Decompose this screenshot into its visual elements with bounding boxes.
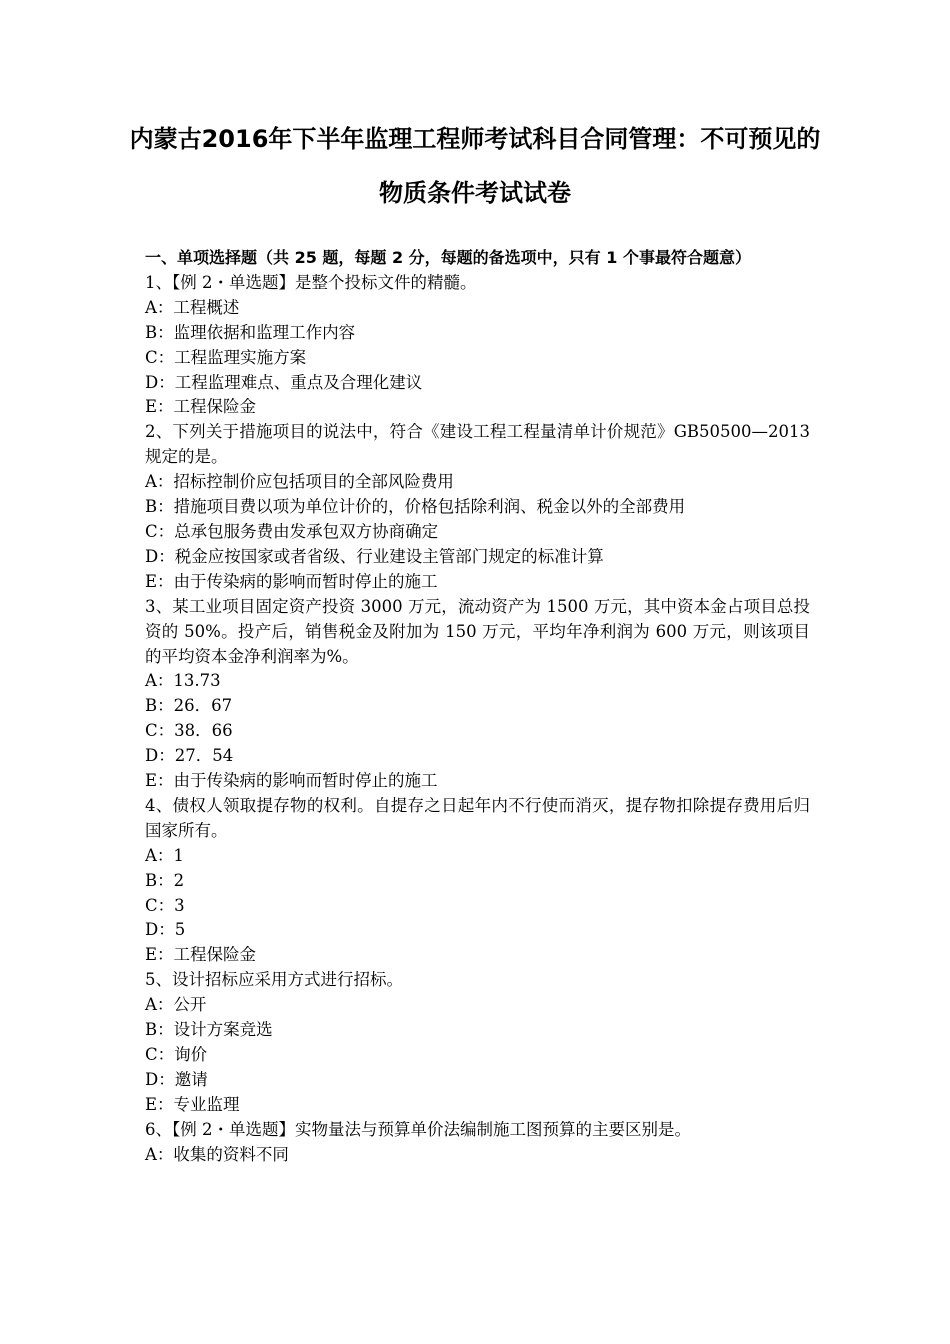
option-d: D：邀请 xyxy=(145,1069,208,1089)
option-d: D：税金应按国家或者省级、行业建设主管部门规定的标准计算 xyxy=(145,546,604,566)
question-stem: 2、下列关于措施项目的说法中，符合《建设工程工程量清单计价规范》GB50500—2013 规定的是。 xyxy=(145,422,810,467)
question-3 xyxy=(145,595,810,794)
question-5 xyxy=(145,968,810,1117)
question-stem: 5、设计招标应采用方式进行招标。 xyxy=(145,970,403,990)
option-b: B：设计方案竞选 xyxy=(145,1020,273,1040)
document-title: 内蒙古2016年下半年监理工程师考试科目合同管理：不可预见的物质条件考试试卷 xyxy=(129,125,821,207)
option-e: E：工程保险金 xyxy=(145,945,257,965)
option-e: E：专业监理 xyxy=(145,1094,240,1114)
question-stem: 1、【例 2・单选题】是整个投标文件的精髓。 xyxy=(145,272,477,292)
option-b: B：2 xyxy=(145,870,185,890)
option-e: E：工程保险金 xyxy=(145,397,257,417)
option-d: D：5 xyxy=(145,920,186,940)
document-body xyxy=(145,246,810,1168)
option-c: C：工程监理实施方案 xyxy=(145,347,307,367)
question-4 xyxy=(145,794,810,968)
option-c: C：38．66 xyxy=(145,721,233,741)
option-c: C：询价 xyxy=(145,1045,208,1064)
option-e: E：由于传染病的影响而暂时停止的施工 xyxy=(145,571,438,591)
option-b: B：措施项目费以项为单位计价的，价格包括除利润、税金以外的全部费用 xyxy=(145,497,686,517)
option-a: A：公开 xyxy=(145,995,207,1015)
question-stem: 6、【例 2・单选题】实物量法与预算单价法编制施工图预算的主要区别是。 xyxy=(145,1119,691,1139)
option-b: B：26．67 xyxy=(145,696,233,716)
option-b: B：监理依据和监理工作内容 xyxy=(145,322,356,342)
option-d: D：27．54 xyxy=(145,746,234,766)
option-a: A：工程概述 xyxy=(145,297,240,317)
question-2 xyxy=(145,420,810,594)
option-a: A：1 xyxy=(145,845,184,865)
option-a: A：招标控制价应包括项目的全部风险费用 xyxy=(145,472,454,492)
question-1 xyxy=(145,271,810,420)
question-6 xyxy=(145,1118,810,1168)
option-d: D：工程监理难点、重点及合理化建议 xyxy=(145,372,423,392)
section-heading: 一、单项选择题（共 25 题，每题 2 分，每题的备选项中，只有 1 个事最符合题意） xyxy=(145,248,751,267)
option-e: E：由于传染病的影响而暂时停止的施工 xyxy=(145,771,438,791)
question-stem: 4、债权人领取提存物的权利。自提存之日起年内不行使而消灭，提存物扣除提存费用后归国家所有。 xyxy=(145,795,810,840)
option-a: A：收集的资料不同 xyxy=(145,1144,289,1164)
option-c: C：总承包服务费由发承包双方协商确定 xyxy=(145,521,439,541)
option-a: A：13.73 xyxy=(145,671,221,691)
option-c: C：3 xyxy=(145,895,185,915)
question-stem: 3、某工业项目固定资产投资 3000 万元，流动资产为 1500 万元，其中资本金占项目总投资的 50%。投产后，销售税金及附加为 150 万元，平均年净利润为 600 万元，则该项目的平均资本金净利润率为%。 xyxy=(145,596,810,666)
